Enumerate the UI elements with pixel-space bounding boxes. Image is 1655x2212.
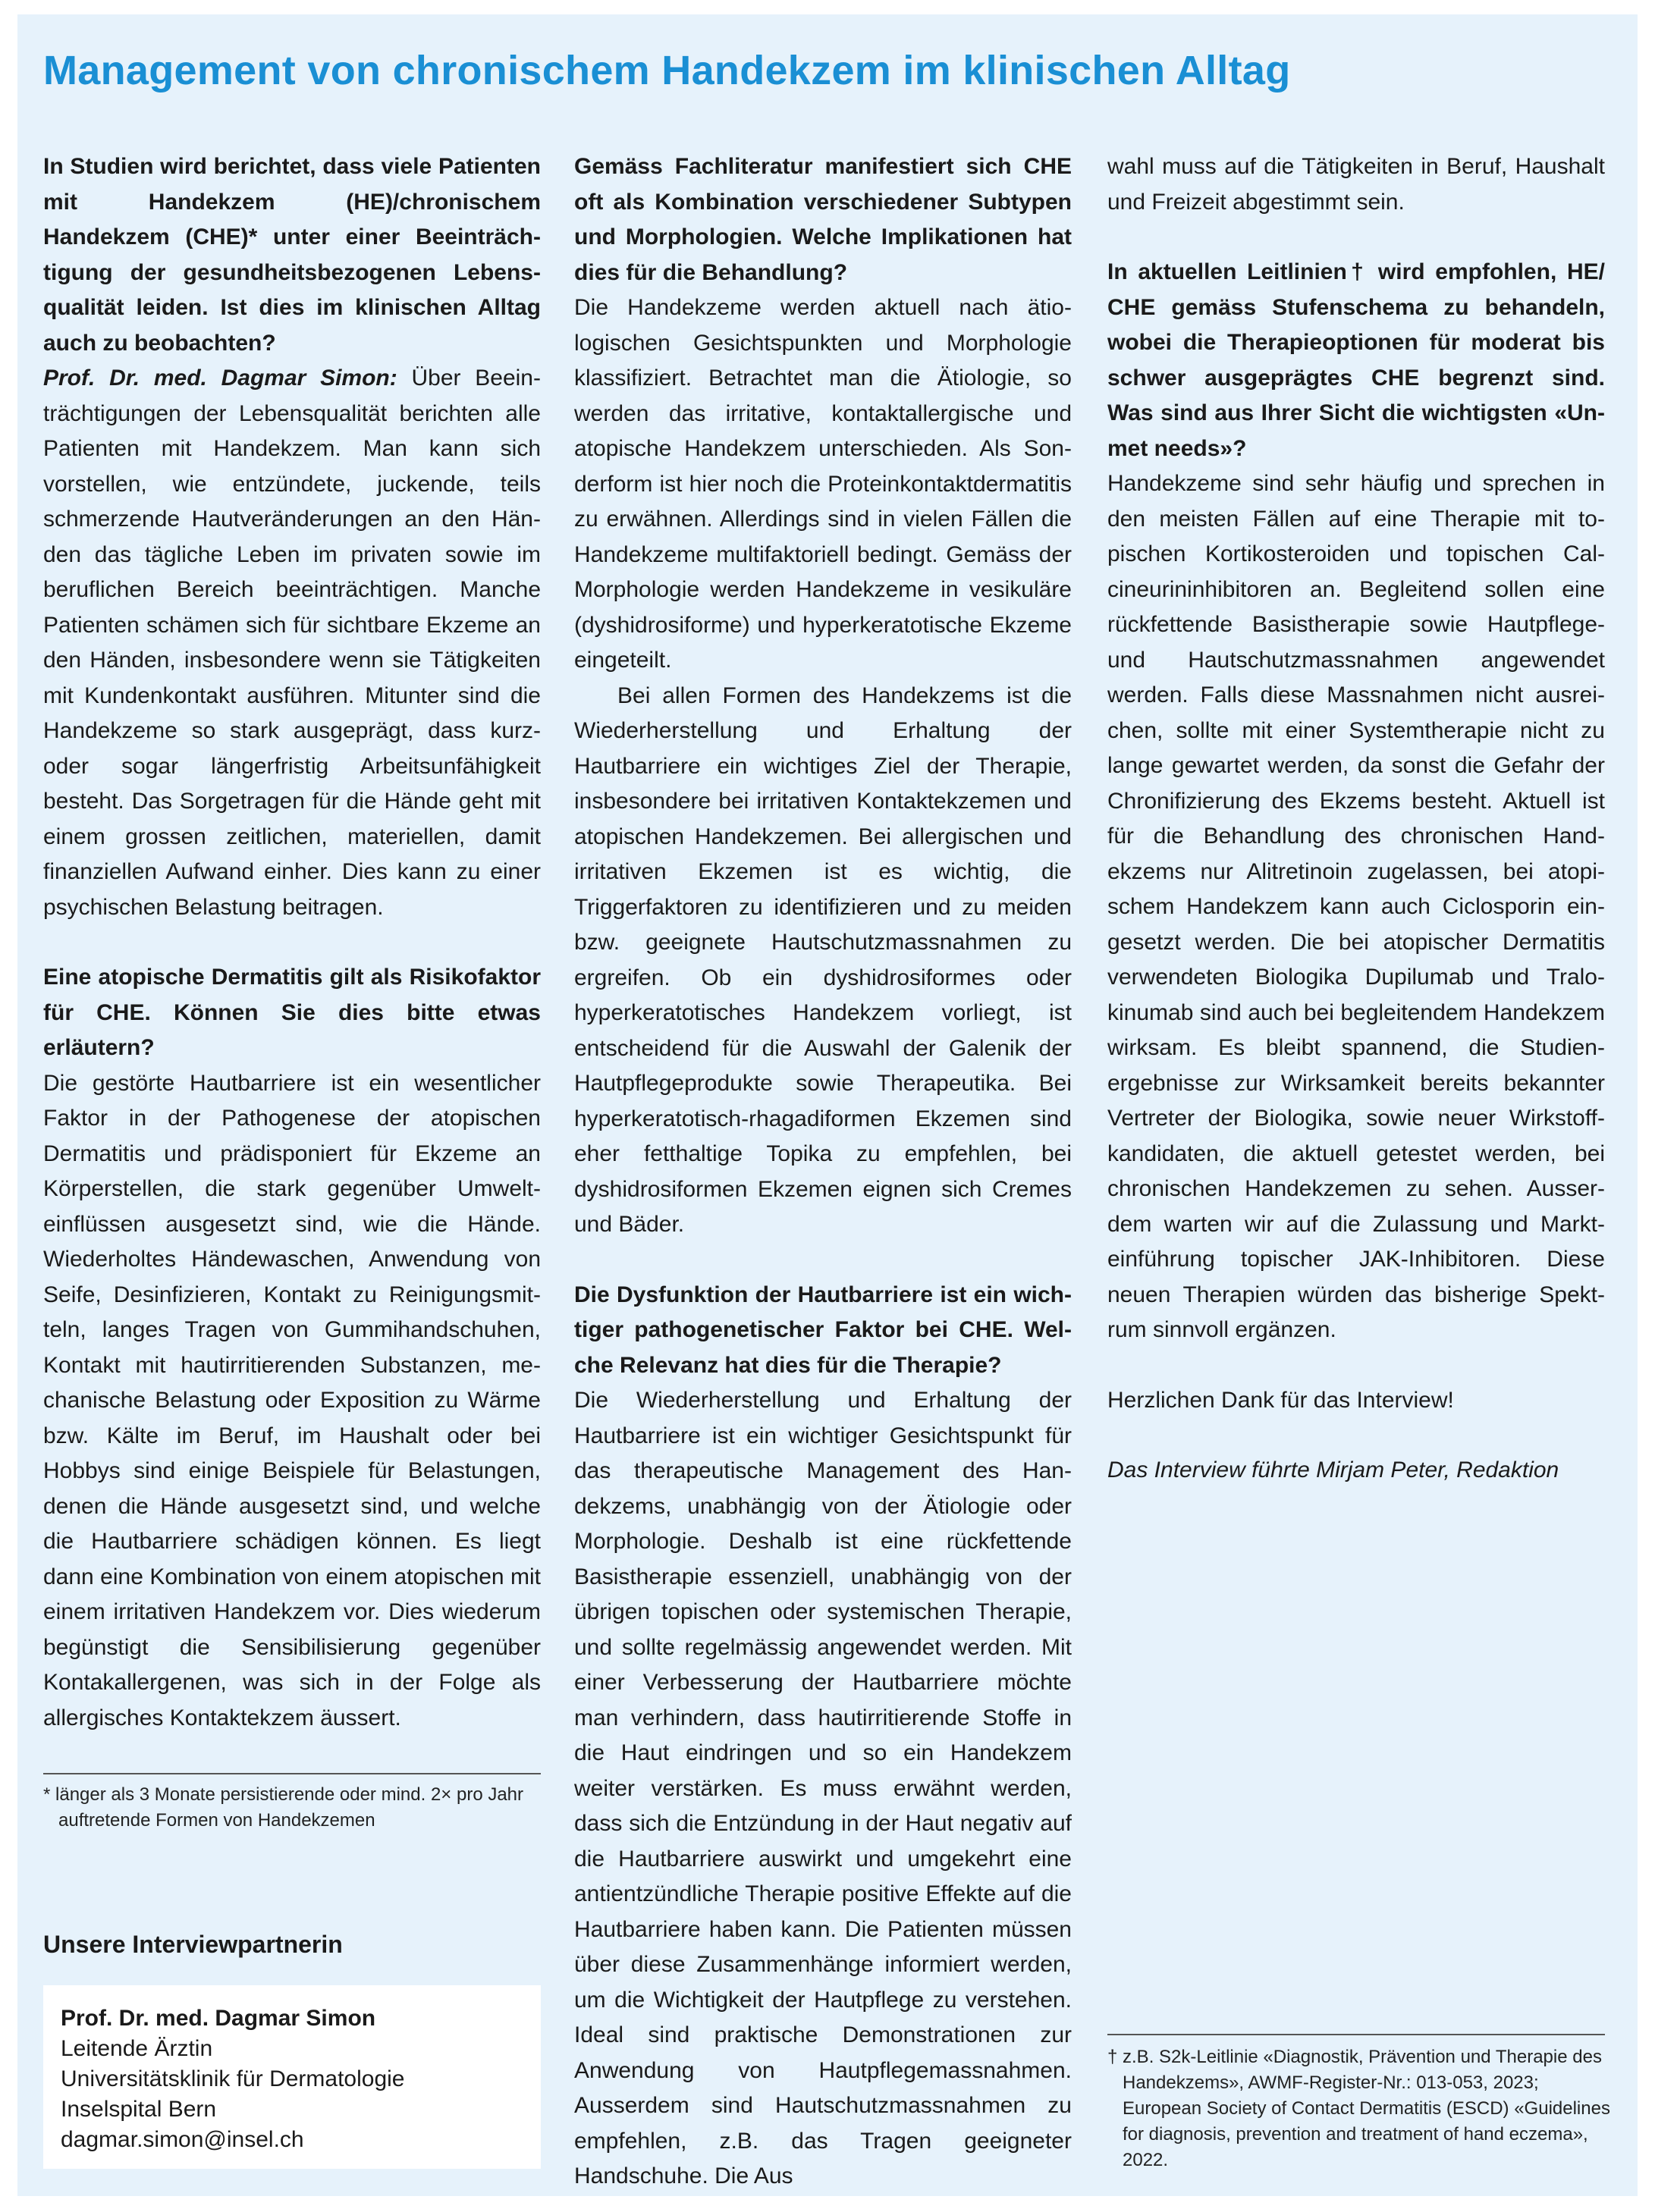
question-2: Eine atopische Dermatitis gilt als Risikofaktor für CHE. Können Sie dies bitte etwas erläutern? — [43, 965, 541, 1060]
answer-3-part-1: Die Handekzeme werden aktuell nach ätiologischen Gesichtspunkten und Morphologie klassifiziert. Betrachtet man die Ätiologie, so werden das irritative, kontaktallergische und atopische Handekzem unterschieden. Als Sonderform ist hier noch die Proteinkontaktdermatitis zu erwähnen. Allerdings sind in vielen Fällen die Handekzeme multifaktoriell bedingt. Gemäss der Morphologie werden Handekzeme in vesikuläre (dyshidrosiforme) und hyperkeratotische Ekzeme eingeteilt. — [574, 295, 1072, 673]
partner-role: Leitende Ärztin — [61, 2036, 213, 2061]
question-1: In Studien wird berichtet, dass viele Patienten mit Handekzem (HE)/chronischem Handekzem (CHE)* unter einer Beeinträchtigung der gesundheitsbezogenen Lebensqualität leiden. Ist dies im klinischen Alltag auch zu beobachten? — [43, 154, 541, 356]
partner-email: dagmar.simon@insel.ch — [61, 2127, 304, 2152]
answer-4-continued: wahl muss auf die Tätigkeiten in Beruf, Haushalt und Freizeit abgestimmt sein. — [1107, 154, 1605, 215]
article-title: Management von chronischem Handekzem im klinischen Alltag — [43, 48, 1291, 93]
question-4: Die Dysfunktion der Hautbarriere ist ein wichtiger pathogenetischer Faktor bei CHE. Welche Relevanz hat dies für die Therapie? — [574, 1282, 1072, 1378]
paragraph-gap — [1107, 1348, 1605, 1383]
interview-credit: Das Interview führte Mirjam Peter, Redaktion — [1107, 1457, 1559, 1483]
answer-2: Die gestörte Hautbarriere ist ein wesentlicher Faktor in der Pathogenese der atopischen Dermatitis und prädisponiert für Ekzeme an Körperstellen, die stark gegenüber Umwelteinflüssen ausgesetzt sind, wie die Hände. Wiederholtes Händewaschen, Anwendung von Seife, Desinfizieren, Kontakt zu Reinigungsmitteln, langes Tragen von Gummihandschuhen, Kontakt mit hautirritierenden Substanzen, mechanische Belastung oder Exposition zu Wärme bzw. Kälte im Beruf, im Haushalt oder bei Hobbys sind einige Beispiele für Belastungen, denen die Hände ausgesetzt sind, und welche die Hautbarriere schädigen können. Es liegt dann eine Kombination von einem atopischen mit einem irritativen Handekzem vor. Dies wiederum begünstigt die Sensibilisierung gegenüber Kontakallergenen, was sich in der Folge als allergisches Kontaktekzem äussert. — [43, 1070, 541, 1730]
answer-1-text: Über Beeinträchtigungen der Lebensqualität berichten alle Patienten mit Handekzem. Man kann sich vorstellen, wie entzündete, juckende, teils schmerzende Hautveränderungen an den Händen das tägliche Leben im privaten sowie im beruflichen Bereich beeinträchtigen. Manche Patienten schämen sich für sichtbare Ekzeme an den Händen, insbesondere wenn sie Tätigkeiten mit Kundenkontakt ausführen. Mitunter sind die Handekzeme so stark ausgeprägt, dass kurz- oder sogar längerfristig Arbeitsunfähigkeit besteht. Das Sorgetragen für die Hände geht mit einem grossen zeitlichen, materiellen, damit finanziellen Aufwand einher. Dies kann zu einer psychischen Belastung beitragen. — [43, 366, 541, 920]
answer-5: Handekzeme sind sehr häufig und sprechen in den meisten Fällen auf eine Therapie mit topischen Kortikosteroiden und topischen Calcineurininhibitoren an. Begleitend sollen eine rückfettende Basistherapie sowie Hautpflege- und Hautschutzmassnahmen angewendet werden. Falls diese Massnahmen nicht ausreichen, sollte mit einer Systemtherapie nicht zu lange gewartet werden, da sonst die Gefahr der Chronifizierung des Ekzems besteht. Aktuell ist für die Behandlung des chronischen Handekzems nur Alitretinoin zugelassen, bei atopischem Handekzem kann auch Ciclosporin eingesetzt werden. Die bei atopischer Dermatitis verwendeten Biologika Dupilumab und Tralokinumab sind auch bei begleitendem Handekzem wirksam. Es bleibt spannend, die Studienergebnisse zur Wirksamkeit bereits bekannter Vertreter der Biologika, sowie neuer Wirkstoffkandidaten, die aktuell getestet werden, bei chronischen Handekzemen zu sehen. Ausserdem warten wir auf die Zulassung und Markteinführung topischer JAK-Inhibitoren. Diese neuen Therapien würden das bisherige Spektrum sinnvoll ergänzen. — [1107, 471, 1605, 1342]
column-3 — [1107, 149, 1605, 1489]
footnote-2: † z.B. S2k-Leitlinie «Diagnostik, Prävention und Therapie des Handekzems», AWMF-Register-Nr.: 013-053, 2023; European Society of Contact Dermatitis (ESCD) «Guidelines for diagnosis, prevention and treatment of hand eczema», 2022. — [1107, 2047, 1610, 2170]
partner-heading: Unsere Interviewpartnerin — [43, 1931, 343, 1958]
footnote-divider-1 — [43, 1773, 541, 1774]
paragraph-gap — [574, 1243, 1072, 1278]
partner-box — [43, 1985, 541, 2169]
paragraph-gap — [1107, 1418, 1605, 1453]
answer-1 — [43, 361, 541, 925]
answer-4: Die Wiederherstellung und Erhaltung der Hautbarriere ist ein wichtiger Gesichtspunkt für das therapeutische Management des Handekzems, unabhängig von der Ätiologie oder Morphologie. Deshalb ist eine rückfettende Basistherapie essenziell, unabhängig von der übrigen topischen oder systemischen Therapie, und sollte regelmässig angewendet werden. Mit einer Verbesserung der Hautbarriere möchte man verhindern, dass hautirritierende Stoffe in die Haut eindringen und so ein Handekzem weiter verstärken. Es muss erwähnt werden, dass sich die Entzündung in der Haut negativ auf die Hautbarriere auswirkt und umgekehrt eine antientzündliche Therapie positive Effekte auf die Hautbarriere haben kann. Die Patienten müssen über diese Zusammenhänge informiert werden, um die Wichtigkeit der Hautpflege zu verstehen. Ideal sind praktische Demonstrationen zur Anwendung von Hautpflegemassnahmen. Ausserdem sind Hautschutzmassnahmen zu empfehlen, z.B. das Tragen geeigneter Handschuhe. Die Aus — [574, 1388, 1072, 2188]
question-5: In aktuellen Leitlinien† wird empfohlen, HE/ CHE gemäss Stufenschema zu behandeln, wobei die Therapieoptionen für moderat bis schwer ausgeprägtes CHE begrenzt sind. Was sind aus Ihrer Sicht die wichtigsten «Unmet needs»? — [1107, 259, 1605, 461]
partner-hospital: Inselspital Bern — [61, 2097, 217, 2122]
partner-clinic: Universitätsklinik für Dermatologie — [61, 2066, 405, 2091]
paragraph-gap — [1107, 220, 1605, 255]
column-1 — [43, 149, 541, 1736]
thanks-line: Herzlichen Dank für das Interview! — [1107, 1387, 1454, 1413]
column-2 — [574, 149, 1072, 2195]
answer-speaker: Prof. Dr. med. Dagmar Simon: — [43, 366, 397, 391]
answer-3-part-2: Bei allen Formen des Handekzems ist die Wiederherstellung und Erhaltung der Hautbarriere ein wichtiges Ziel der Therapie, insbesondere bei irritativen Kontaktekzemen und atopischen Handekzemen. Bei allergischen und irritativen Ekzemen ist es wichtig, die Triggerfaktoren zu identifizieren und zu meiden bzw. geeignete Hautschutzmassnahmen zu ergreifen. Ob ein dyshidrosiformes oder hyperkeratotisches Handekzem vorliegt, ist entscheidend für die Auswahl der Galenik der Hautpflegeprodukte sowie Therapeutika. Bei hyperkeratotisch-rhagadiformen Ekzemen sind eher fetthaltige Topika zu empfehlen, bei dyshidrosiformen Ekzemen eignen sich Cremes und Bäder. — [574, 682, 1072, 1237]
question-3: Gemäss Fachliteratur manifestiert sich CHE oft als Kombination verschiedener Subtypen und Morphologien. Welche Implikationen hat dies für die Behandlung? — [574, 154, 1072, 285]
footnote-1: * länger als 3 Monate persistierende oder mind. 2× pro Jahr auftretende Formen von Handekzemen — [43, 1784, 524, 1831]
footnote-divider-2 — [1107, 2034, 1605, 2035]
partner-name: Prof. Dr. med. Dagmar Simon — [61, 2006, 376, 2031]
paragraph-gap — [43, 925, 541, 960]
